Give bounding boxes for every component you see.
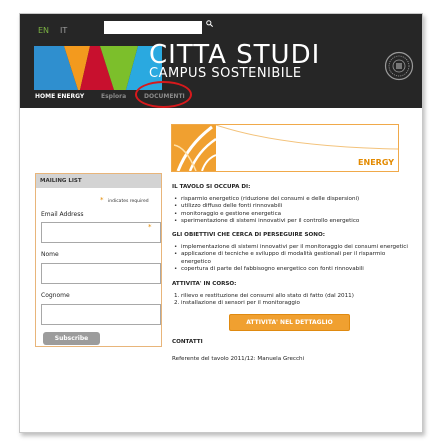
nav-home-energy[interactable]: HOME ENERGY [35, 93, 85, 100]
site-subtitle: CAMPUS SOSTENIBILE [149, 66, 302, 81]
required-asterisk: * [100, 196, 104, 204]
list-number: 1. [174, 292, 180, 299]
mailing-list-title: MAILING LIST [36, 174, 161, 188]
section-heading: IL TAVOLO SI OCCUPA DI: [172, 184, 251, 190]
email-field[interactable] [41, 222, 161, 243]
referente-text: Referente del tavolo 2011/12: Manuela Grecchi [172, 356, 305, 363]
goals-list [172, 244, 408, 274]
browser-page [19, 13, 423, 433]
cognome-field[interactable] [41, 304, 161, 325]
language-it[interactable]: IT [60, 26, 68, 35]
nav-documenti[interactable]: DOCUMENTI [144, 93, 185, 100]
university-seal-logo [384, 51, 414, 81]
list-item: • utilizzo diffuso delle fonti rinnovabili [172, 203, 408, 211]
list-item: • sperimentazione di sistemi innovativi per il controllo energetico [172, 218, 408, 226]
energy-banner [171, 124, 399, 172]
site-header [20, 14, 422, 108]
language-en[interactable]: EN [38, 26, 50, 35]
email-label: Email Address [41, 211, 84, 218]
tasks-list [172, 196, 408, 226]
list-item: • monitoraggio e gestione energetica [172, 211, 408, 219]
list-item-text: installazione di sensori per il monitoraggio [181, 300, 300, 307]
banner-label: ENERGY [358, 158, 394, 167]
activity-detail-button[interactable]: ATTIVITA' NEL DETTAGLIO [229, 314, 350, 331]
required-note: indicates required [108, 199, 149, 204]
section-heading: CONTATTI [172, 338, 203, 345]
section-heading: ATTIVITA' IN CORSO: [172, 280, 237, 287]
mailing-list-widget [35, 173, 162, 347]
subscribe-button[interactable]: Subscribe [43, 332, 100, 345]
nome-label: Nome [41, 251, 59, 258]
list-item [172, 293, 408, 301]
list-item [172, 300, 408, 308]
nav-esplora[interactable]: Esplora [101, 93, 127, 100]
list-number: 2. [174, 300, 180, 307]
list-item-text: rilievo e restituzione dei consumi allo stato di fatto (dal 2011) [181, 292, 354, 299]
activities-list [172, 293, 408, 308]
list-item: • copertura di parte del fabbisogno energetico con fonti rinnovabili [172, 266, 408, 274]
campus-stripes-logo [34, 46, 162, 90]
highlight-circle [135, 81, 192, 108]
email-required-asterisk: * [148, 223, 152, 231]
section-heading: GLI OBIETTIVI CHE CERCA DI PERSEGUIRE SONO: [172, 231, 325, 238]
site-title: CITTA STUDI [149, 40, 321, 70]
search-input[interactable] [104, 21, 202, 34]
cognome-label: Cognome [41, 292, 70, 299]
search-icon[interactable] [206, 20, 213, 27]
nome-field[interactable] [41, 263, 161, 284]
list-item: • applicazione di tecniche e sviluppo di modalità gestionali per il risparmio energetico [172, 251, 408, 266]
main-content [172, 184, 408, 364]
list-item: • risparmio energetico (riduzione dei consumi e delle dispersioni) [172, 196, 408, 204]
list-item: • implementazione di sistemi innovativi per il monitoraggio dei consumi energetici [172, 244, 408, 252]
